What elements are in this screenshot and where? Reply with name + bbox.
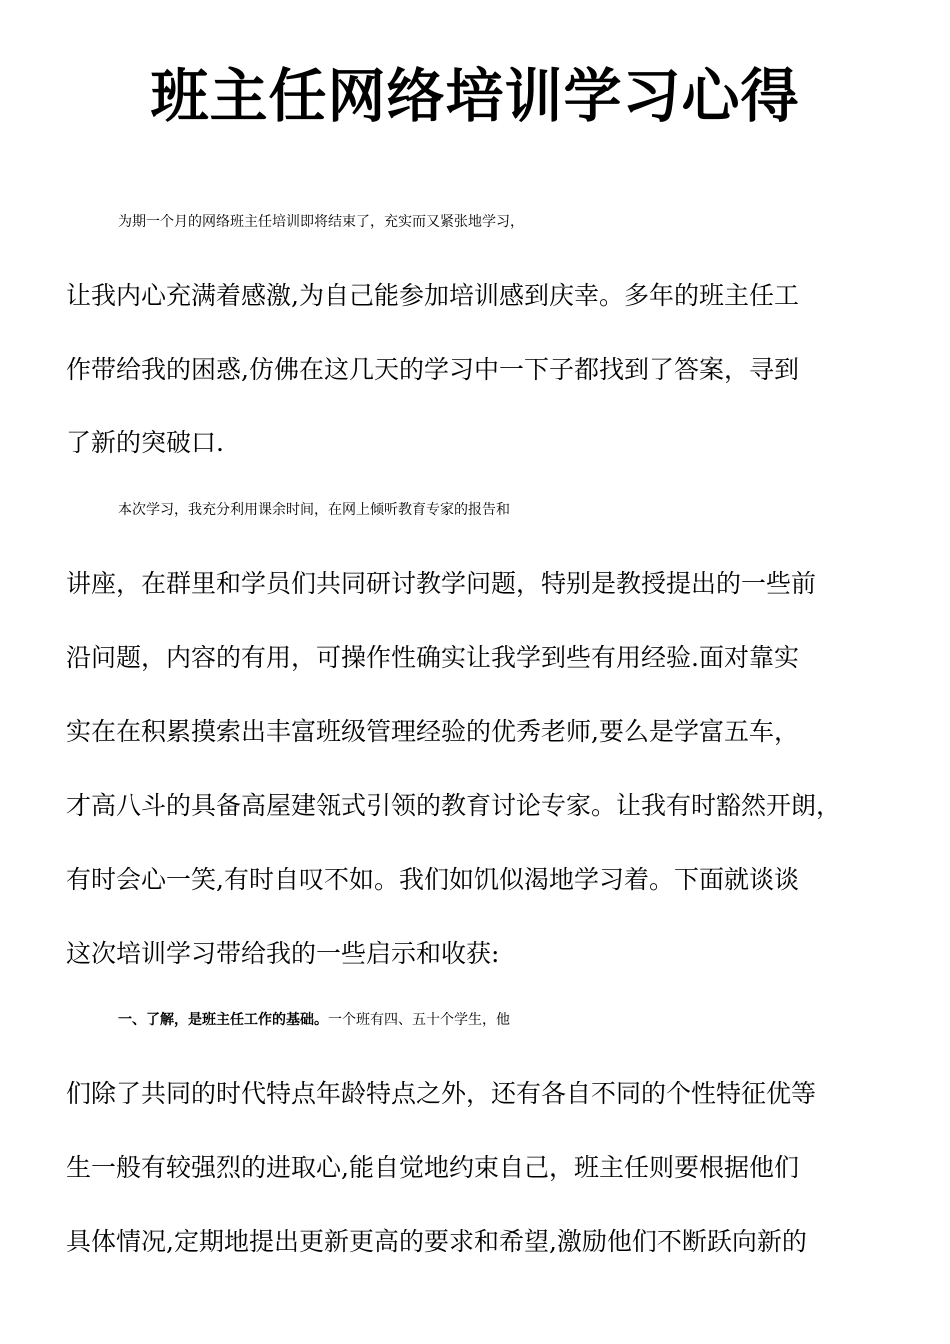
paragraph-3-line-3: 生一般有较强烈的进取心,能自觉地约束自己，班主任则要根据他们 [66,1153,799,1182]
paragraph-2-line-2: 讲座，在群里和学员们共同研讨教学问题，特别是教授提出的一些前 [66,569,817,598]
paragraph-1-line-2: 让我内心充满着感激,为自己能参加培训感到庆幸。多年的班主任工 [66,281,799,310]
paragraph-2-line-4: 实在在积累摸索出丰富班级管理经验的优秀老师,要么是学富五车， [66,717,799,746]
paragraph-2-line-3: 沿问题，内容的有用，可操作性确实让我学到些有用经验.面对靠实 [66,643,799,672]
section-heading: 一、了解，是班主任工作的基础。 [118,1012,328,1028]
paragraph-1-line-4: 了新的突破口. [66,428,224,457]
paragraph-2-line-5: 才高八斗的具备高屋建瓴式引领的教育讨论专家。让我有时豁然开朗， [66,791,842,820]
paragraph-2-line-7: 这次培训学习带给我的一些启示和收获: [66,939,500,968]
paragraph-1-line-3: 作带给我的困惑,仿佛在这几天的学习中一下子都找到了答案，寻到 [66,355,799,384]
paragraph-3-line-1-text: 一个班有四、五十个学生，他 [328,1012,510,1028]
paragraph-1-line-1: 为期一个月的网络班主任培训即将结束了，充实而又紧张地学习， [118,214,524,230]
paragraph-3-line-2: 们除了共同的时代特点年龄特点之外，还有各自不同的个性特征优等 [66,1079,817,1108]
paragraph-3-line-4: 具体情况,定期地提出更新更高的要求和希望,激励他们不断跃向新的 [66,1227,807,1256]
paragraph-2-line-6: 有时会心一笑,有时自叹不如。我们如饥似渴地学习着。下面就谈谈 [66,865,799,894]
paragraph-3-line-1 [118,1000,948,1040]
document-title: 班主任网络培训学习心得 [150,62,800,130]
paragraph-2-line-1: 本次学习，我充分利用课余时间，在网上倾听教育专家的报告和 [118,502,510,518]
